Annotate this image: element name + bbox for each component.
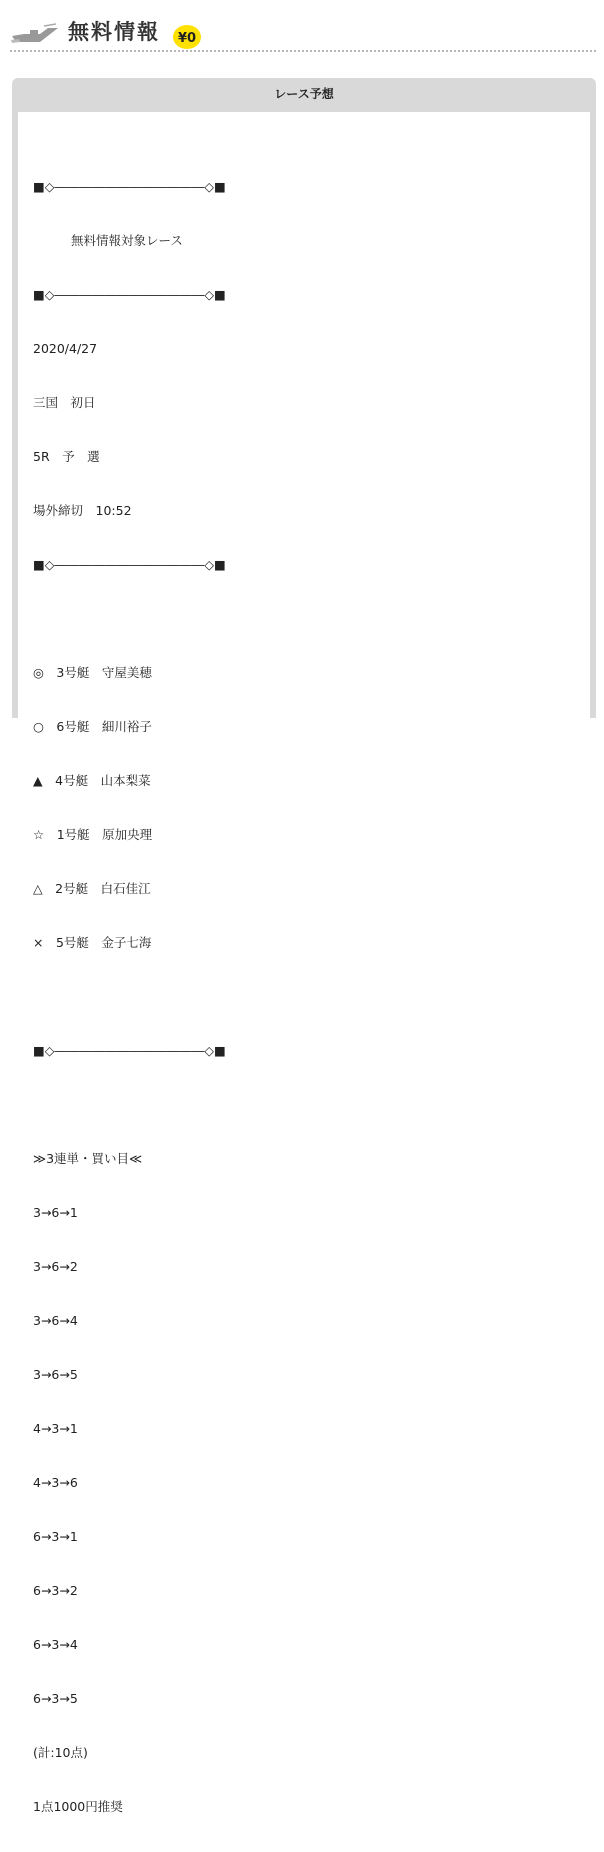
race-deadline: 場外締切 10:52 — [33, 503, 132, 518]
prediction-item: △ 2号艇 白石佳江 — [33, 881, 151, 896]
bet-combo: 6→3→2 — [33, 1583, 78, 1598]
bets-recommendation: 1点1000円推奨 — [33, 1799, 123, 1814]
prediction-item: × 5号艇 金子七海 — [33, 935, 152, 950]
badge-label: ¥0 — [177, 31, 197, 46]
separator: ■◇――――――――――――◇■ — [33, 179, 226, 194]
bet-combo: 6→3→4 — [33, 1637, 78, 1652]
spacer — [33, 610, 573, 628]
prediction-item: ☆ 1号艇 原加央理 — [33, 827, 153, 842]
spacer — [33, 1096, 573, 1114]
prediction-item: ○ 6号艇 細川裕子 — [33, 719, 152, 734]
panel-body — [18, 112, 590, 1814]
spacer — [33, 988, 573, 1006]
prediction-content — [33, 142, 573, 1852]
bet-combo: 4→3→6 — [33, 1475, 78, 1490]
bets-heading: ≫3連単・買い目≪ — [33, 1151, 143, 1166]
bet-combo: 3→6→5 — [33, 1367, 78, 1382]
race-venue-day: 三国 初日 — [33, 395, 96, 410]
bet-combo: 6→3→1 — [33, 1529, 78, 1544]
page-header — [10, 14, 596, 52]
bet-combo: 3→6→2 — [33, 1259, 78, 1274]
race-date: 2020/4/27 — [33, 341, 98, 356]
bet-combo: 4→3→1 — [33, 1421, 78, 1436]
bets-total: (計:10点) — [33, 1745, 88, 1760]
race-heading: 無料情報対象レース — [71, 233, 183, 248]
page-title: 無料情報 — [68, 20, 160, 44]
separator: ■◇――――――――――――◇■ — [33, 287, 226, 302]
separator: ■◇――――――――――――◇■ — [33, 557, 226, 572]
race-prediction-panel — [12, 78, 596, 1814]
prediction-item: ▲ 4号艇 山本梨菜 — [33, 773, 151, 788]
panel-title: レース予想 — [274, 87, 334, 101]
prediction-item: ◎ 3号艇 守屋美穂 — [33, 665, 152, 680]
yen-badge-icon — [172, 24, 202, 50]
bet-combo: 3→6→1 — [33, 1205, 78, 1220]
bet-combo: 6→3→5 — [33, 1691, 78, 1706]
bet-combo: 3→6→4 — [33, 1313, 78, 1328]
boat-icon — [10, 22, 60, 46]
separator: ■◇――――――――――――◇■ — [33, 1043, 226, 1058]
race-name: 5R 予 選 — [33, 449, 100, 464]
